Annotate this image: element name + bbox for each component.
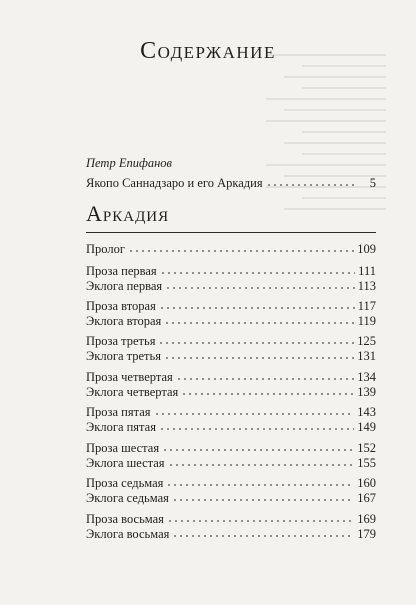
leader-dots	[181, 392, 354, 396]
toc-entry[interactable]	[86, 278, 376, 294]
toc-entry[interactable]	[86, 526, 376, 542]
toc-entry-label: Эклога первая	[86, 279, 163, 293]
toc-entry[interactable]	[86, 333, 376, 349]
toc-entry-page: 125	[357, 334, 376, 348]
toc-entry[interactable]	[86, 511, 376, 527]
toc-entry-label: Пролог	[86, 242, 125, 256]
toc-entry-page: 111	[358, 264, 376, 278]
toc-entry[interactable]	[86, 348, 376, 364]
toc-entry-label: Проза шестая	[86, 441, 160, 455]
toc-entry[interactable]	[86, 490, 376, 506]
toc-entry-page: 152	[357, 441, 376, 455]
leader-dots	[164, 356, 354, 360]
toc-entry-label: Эклога шестая	[86, 456, 165, 470]
toc-entry-page: 113	[357, 279, 376, 293]
toc-entry-page: 167	[357, 491, 376, 505]
toc-entry-label: Эклога седьмая	[86, 491, 169, 505]
toc-entry[interactable]	[86, 369, 376, 385]
leader-dots	[164, 321, 354, 325]
toc-entry-label: Проза третья	[86, 334, 156, 348]
toc-entry-page: 149	[357, 420, 376, 434]
leader-dots	[166, 483, 354, 487]
leader-dots	[159, 306, 355, 310]
section-rule	[86, 232, 376, 233]
section-title: Аркадия	[86, 201, 170, 226]
leader-dots	[154, 412, 355, 416]
toc-entry-label: Эклога четвертая	[86, 385, 179, 399]
leader-dots	[172, 498, 354, 502]
toc-entry[interactable]	[86, 440, 376, 456]
leader-dots	[162, 448, 354, 452]
toc-entry[interactable]	[86, 475, 376, 491]
toc-entry-label: Проза первая	[86, 264, 157, 278]
toc-entry-label: Проза пятая	[86, 405, 151, 419]
toc-entry-label: Эклога третья	[86, 349, 161, 363]
leader-dots	[172, 534, 354, 538]
toc-entry-label: Эклога восьмая	[86, 527, 170, 541]
leader-dots	[266, 183, 355, 187]
toc-entry-label: Проза седьмая	[86, 476, 164, 490]
toc-entry-page: 119	[357, 314, 376, 328]
toc-entry[interactable]	[86, 241, 376, 257]
toc-entry-page: 117	[357, 299, 376, 313]
toc-entry-page: 155	[357, 456, 376, 470]
toc-entry-label: Проза вторая	[86, 299, 156, 313]
toc-entry-label: Эклога вторая	[86, 314, 162, 328]
intro-author: Петр Епифанов	[86, 156, 172, 170]
toc-entry-label: Эклога пятая	[86, 420, 156, 434]
leader-dots	[159, 427, 354, 431]
toc-entry-page: 134	[357, 370, 376, 384]
toc-entry-page: 131	[357, 349, 376, 363]
leader-dots	[167, 519, 354, 523]
toc-entry-page: 143	[357, 405, 376, 419]
leader-dots	[128, 249, 354, 253]
toc-entry[interactable]	[86, 263, 376, 279]
toc-entry[interactable]	[86, 419, 376, 435]
toc-entry[interactable]	[86, 298, 376, 314]
toc-entry-page: 5	[369, 176, 376, 190]
toc-entry[interactable]	[86, 384, 376, 400]
toc-entry[interactable]	[86, 404, 376, 420]
toc-entry-label: Якопо Саннадзаро и его Аркадия	[86, 176, 263, 190]
leader-dots	[160, 271, 355, 275]
toc-entry-page: 160	[357, 476, 376, 490]
toc-entry[interactable]	[86, 313, 376, 329]
toc-entry-page: 139	[357, 385, 376, 399]
toc-entry-page: 179	[357, 527, 376, 541]
contents-title: Содержание	[140, 38, 276, 64]
toc-entry-intro[interactable]	[86, 175, 376, 191]
leader-dots	[158, 341, 354, 345]
leader-dots	[165, 286, 355, 290]
toc-entry-label: Проза четвертая	[86, 370, 173, 384]
toc-entry[interactable]	[86, 455, 376, 471]
toc-entry-label: Проза восьмая	[86, 512, 164, 526]
leader-dots	[168, 463, 355, 467]
toc-entry-page: 109	[357, 242, 376, 256]
toc-entry-page: 169	[357, 512, 376, 526]
leader-dots	[176, 377, 354, 381]
bleed-through-text	[266, 45, 386, 225]
